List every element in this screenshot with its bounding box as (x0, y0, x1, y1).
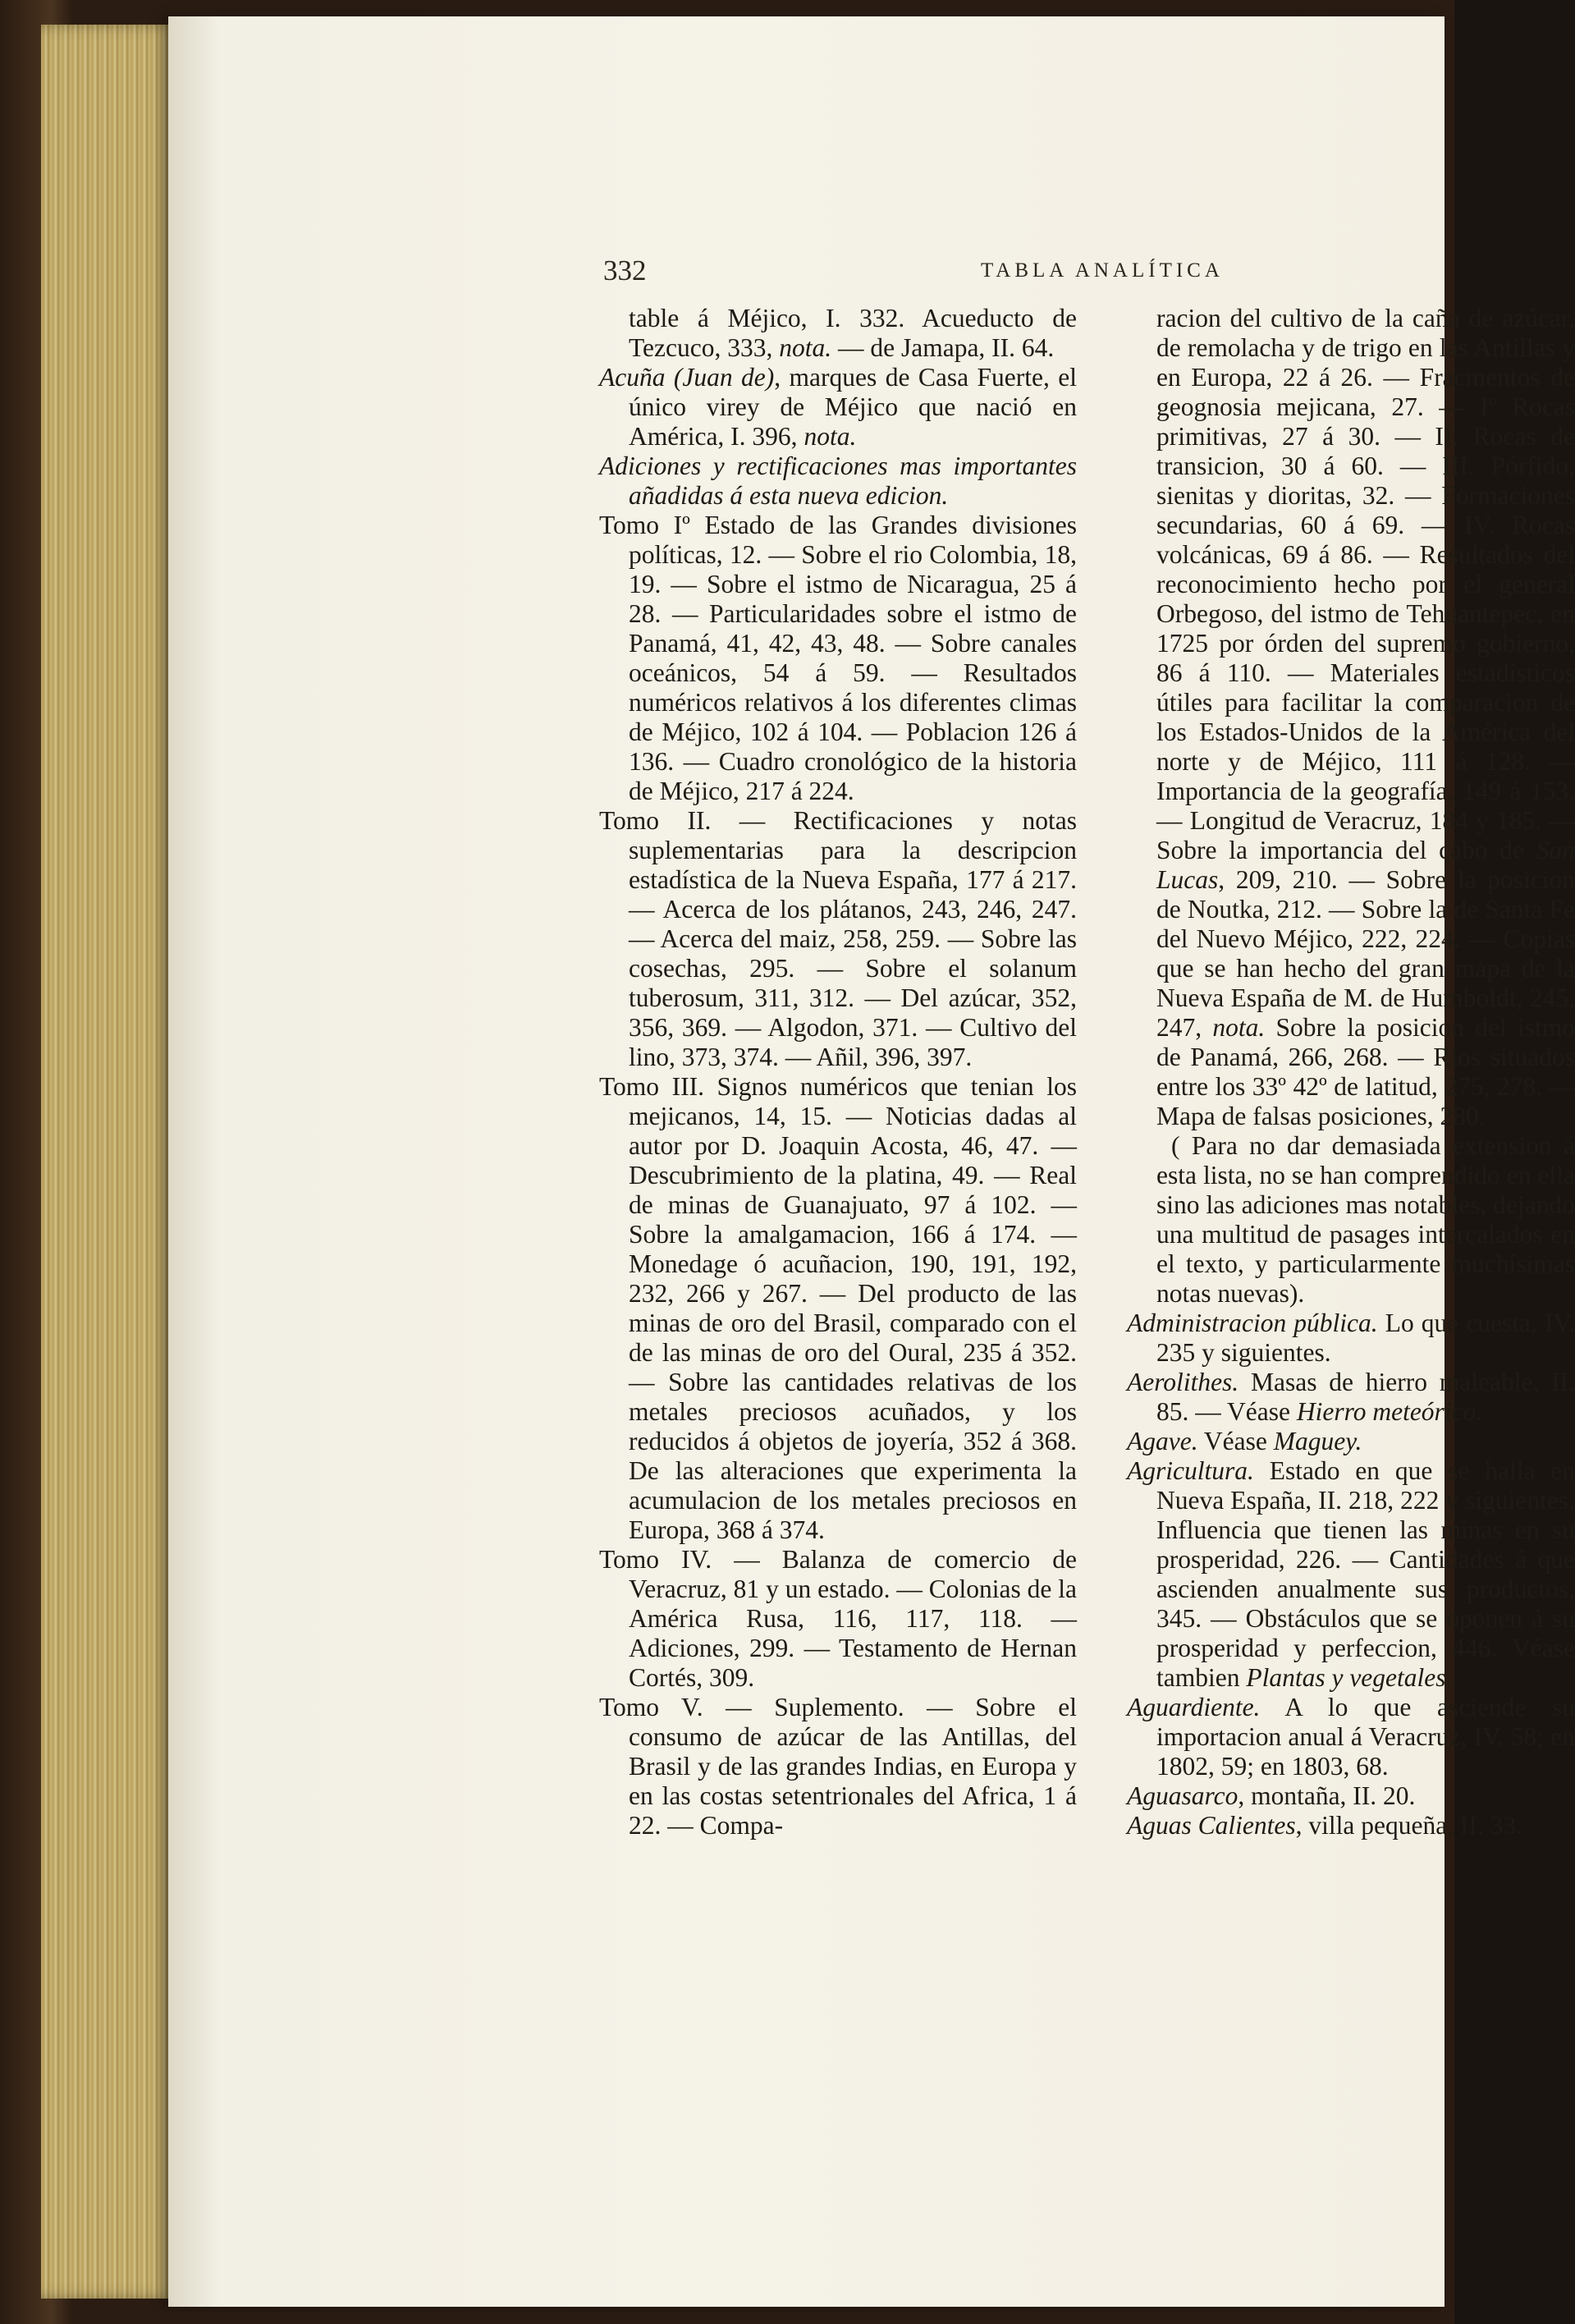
entry-headword: Aguardiente. (1127, 1693, 1261, 1721)
index-entry: Agave. Véase Maguey. (1127, 1427, 1362, 1455)
index-entry: Acuña (Juan de), marques de Casa Fuerte, el único virey de Méjico que nació en América, I. 396, nota. (599, 363, 1077, 451)
index-entry (599, 452, 1077, 511)
entry-headword: Acuña (Juan de) (599, 363, 775, 392)
entry-headword: Adiciones y rectificaciones mas importantes añadidas á esta nueva edicion. (599, 452, 1077, 510)
entry-headword: Aguasarco (1127, 1781, 1238, 1810)
index-entry: Administracion pública. Lo que cuesta, IV. 235 y siguientes. (1127, 1309, 1575, 1367)
editor-note: ( Para no dar demasiada extension á esta lista, no se han comprendido en ella sino las adiciones mas notables, dejando una multitud de pasages intercalados en el texto, y particularmente muchísimas notas nuevas). (1156, 1131, 1575, 1308)
entry-headword: Agricultura. (1127, 1456, 1254, 1485)
index-entry: Aguardiente. A lo que asciende su importacion anual á Veracruz, IV. 58; en 1802, 59; en 1803, 68. (1127, 1693, 1575, 1781)
index-entry: Tomo IV. — Balanza de comercio de Veracruz, 81 y un estado. — Colonias de la América Rusa, 116, 117, 118. — Adiciones, 299. — Testamento de Hernan Cortés, 309. (599, 1545, 1077, 1692)
index-entry: table á Méjico, I. 332. Acueducto de Tezcuco, 333, nota. — de Jamapa, II. 64. (629, 304, 1077, 362)
entry-headword: Aguas Calientes (1127, 1811, 1296, 1840)
index-entry: Tomo II. — Rectificaciones y notas suplementarias para la descripcion estadística de la Nueva España, 177 á 217. — Acerca de los plátanos, 243, 246, 247. — Acerca del maiz, 258, 259. — Sobre las cosechas, 295. — Sobre el solanum tuberosum, 311, 312. — Del azúcar, 352, 356, 369. — Algodon, 371. — Cultivo del lino, 373, 374. — Añil, 396, 397. (599, 806, 1077, 1071)
running-head (168, 254, 1445, 287)
right-column (1127, 304, 1575, 1840)
index-entry: racion del cultivo de la caña de azúcar, de remolacha y de trigo en las Antillas y en Europa, 22 á 26. — Fracmentos de geognosia mejicana, 27. — Iº Rocas primitivas, 27 á 30. — II. Rocas de transicion, 30 á 60. — III. Pórfido, sienitas y dioritas, 32. — Formaciones secundarias, 60 á 69. — IV. Rocas volcánicas, 69 á 86. — Resultados del reconocimiento hecho por el general Orbegoso, del istmo de Tehuantepec, en 1725 por órden del supremo gobierno, 86 á 110. — Materiales estadísticos útiles para facilitar la comparacion de los Estados-Unidos de la América del norte y de Méjico, 111 á 128. — Importancia de la geografía, 149 á 153. — Longitud de Veracruz, 184 y 185. — Sobre la importancia del cabo de San Lucas, 209, 210. — Sobre la posicion de Noutka, 212. — Sobre la de Santa Fe del Nuevo Méjico, 222, 224. — Copias que se han hecho del gran mapa de la Nueva España de M. de Humboldt, 245, 247, nota. Sobre la posicion del istmo de Panamá, 266, 268. — Rios situados entre los 33º 42º de latitud, 275, 278. — Mapa de falsas posiciones, 280. (1156, 304, 1575, 1130)
running-title: TABLA ANALÍTICA (981, 259, 1224, 282)
index-entry: Aguas Calientes, villa pequeña, II. 33. (1127, 1811, 1523, 1840)
index-entry: Tomo V. — Suplemento. — Sobre el consumo de azúcar de las Antillas, del Brasil y de las grandes Indias, en Europa y en las costas setentrionales del Africa, 1 á 22. — Compa- (599, 1693, 1077, 1840)
index-entry: Agricultura. Estado en que se halla en Nueva España, II. 218, 222 y siguientes. Influencia que tienen las minas en su prosperidad, 226. — Cantidades á que ascienden anualmente sus productos, 345. — Obstáculos que se oponen á su prosperidad y perfeccion, 446. Véase tambien Plantas y vegetales. (1127, 1456, 1575, 1692)
entry-headword: Administracion pública. (1127, 1309, 1378, 1337)
entry-headword: Agave. (1127, 1427, 1198, 1455)
book-page (168, 16, 1575, 2307)
index-entry: Tomo Iº Estado de las Grandes divisiones políticas, 12. — Sobre el rio Colombia, 18, 19. — Sobre el istmo de Nicaragua, 25 á 28. — Particularidades sobre el istmo de Panamá, 41, 42, 43, 48. — Sobre canales oceánicos, 54 á 59. — Resultados numéricos relativos á los diferentes climas de Méjico, 102 á 104. — Poblacion 126 á 136. — Cuadro cronológico de la historia de Méjico, 217 á 224. (599, 511, 1077, 805)
index-entry: Tomo III. Signos numéricos que tenian los mejicanos, 14, 15. — Noticias dadas al autor por D. Joaquin Acosta, 46, 47. — Descubrimiento de la platina, 49. — Real de minas de Guanajuato, 97 á 102. — Sobre la amalgamacion, 166 á 174. — Monedage ó acuñacion, 190, 191, 192, 232, 266 y 267. — Del producto de las minas de oro del Brasil, comparado con el de las minas de oro del Oural, 235 á 352. — Sobre las cantidades relativas de los metales preciosos acuñados, y los reducidos á objetos de joyería, 352 á 368. De las alteraciones que experimenta la acumulacion de los metales preciosos en Europa, 368 á 374. (599, 1072, 1077, 1544)
page-edges (41, 25, 176, 2299)
left-column (599, 304, 1077, 1840)
entry-headword: Aerolithes. (1127, 1368, 1239, 1396)
index-entry: Aguasarco, montaña, II. 20. (1127, 1781, 1416, 1810)
page-number: 332 (603, 254, 647, 286)
index-entry: Aerolithes. Masas de hierro maleable, II. 85. — Véase Hierro meteórico. (1127, 1368, 1575, 1426)
